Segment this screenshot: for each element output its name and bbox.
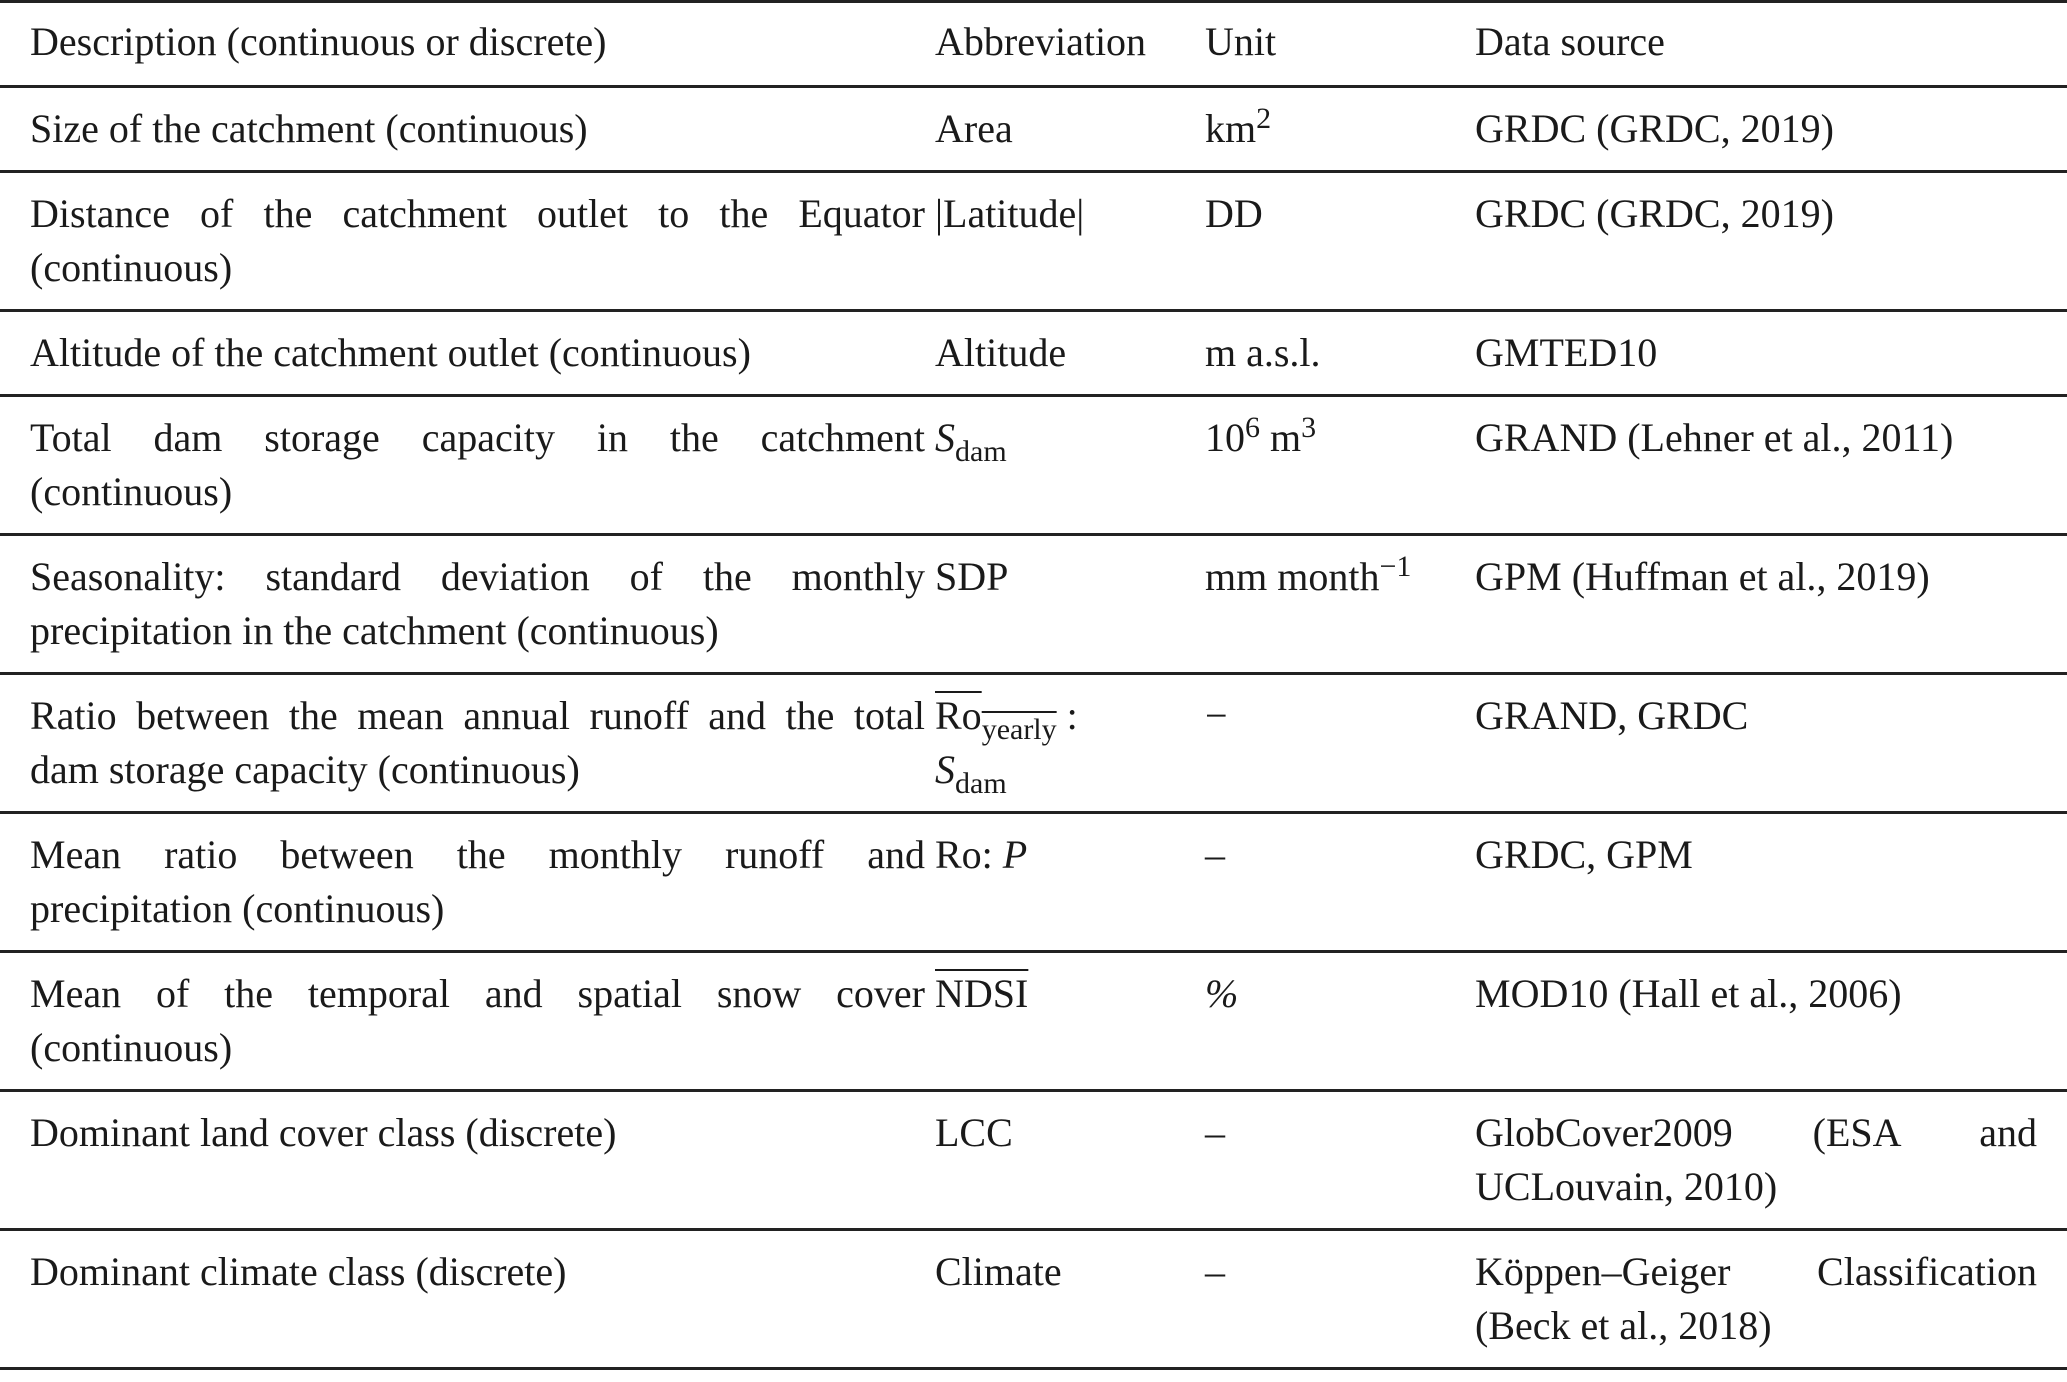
unit-part-b: m	[1260, 415, 1302, 460]
cell-unit	[1205, 87, 1475, 172]
unit-part-a: 10	[1205, 415, 1245, 460]
cell-abbreviation: |Latitude|	[935, 191, 1085, 236]
unit-superscript: 2	[1256, 102, 1272, 135]
cell-data-source: Köppen–Geiger Classification (Beck et al., 2018)	[1475, 1249, 2037, 1348]
cell-data-source: MOD10 (Hall et al., 2006)	[1475, 971, 1902, 1016]
cell-abbreviation	[935, 813, 1205, 952]
cell-unit	[1205, 535, 1475, 674]
unit-base: km	[1205, 106, 1257, 151]
cell-description: Distance of the catchment outlet to the Equator (continuous)	[30, 191, 925, 290]
cell-abbreviation: Climate	[935, 1249, 1062, 1294]
cell-data-source: GRAND, GRDC	[1475, 693, 1749, 738]
cell-description: Dominant climate class (discrete)	[30, 1249, 567, 1294]
cell-abbreviation: LCC	[935, 1110, 1013, 1155]
cell-abbreviation	[935, 674, 1205, 813]
abbr-subscript: dam	[955, 767, 1007, 800]
cell-abbreviation: Area	[935, 106, 1013, 151]
unit-part-b-superscript: 3	[1301, 411, 1317, 444]
cell-abbreviation: Altitude	[935, 330, 1067, 375]
table-row	[0, 535, 2067, 674]
cell-description: Mean of the temporal and spatial snow cover (continuous)	[30, 971, 925, 1070]
header-description: Description (continuous or discrete)	[30, 19, 607, 64]
abbr-subscript-yearly: yearly	[981, 713, 1057, 746]
cell-data-source: GPM (Huffman et al., 2019)	[1475, 554, 1930, 599]
abbr-overlined	[935, 693, 1057, 746]
abbr-separator: :	[1056, 693, 1078, 738]
cell-description: Ratio between the mean annual runoff and the total dam storage capacity (continuous)	[30, 693, 925, 792]
cell-unit: –	[1205, 1110, 1225, 1155]
cell-unit: DD	[1205, 191, 1263, 236]
table-header-row	[0, 2, 2067, 87]
abbr-symbol: S	[935, 747, 955, 792]
cell-description: Dominant land cover class (discrete)	[30, 1110, 617, 1155]
cell-data-source: GRDC, GPM	[1475, 832, 1693, 877]
table-row	[0, 674, 2067, 813]
abbr-ro: Ro	[935, 693, 982, 738]
abbr-symbol: P	[1002, 832, 1028, 877]
cell-data-source: GRDC (GRDC, 2019)	[1475, 191, 1834, 236]
cell-description: Total dam storage capacity in the catchment (continuous)	[30, 415, 925, 514]
table-row	[0, 87, 2067, 172]
table-row	[0, 396, 2067, 535]
header-unit: Unit	[1205, 19, 1277, 64]
cell-unit: –	[1205, 1249, 1225, 1294]
unit-part-a-superscript: 6	[1245, 411, 1260, 444]
table-row	[0, 813, 2067, 952]
cell-abbreviation: SDP	[935, 554, 1009, 599]
cell-description: Seasonality: standard deviation of the monthly precipitation in the catchment (continuous)	[30, 554, 925, 653]
cell-data-source: GlobCover2009 (ESA and UCLouvain, 2010)	[1475, 1110, 2037, 1209]
cell-data-source: GRDC (GRDC, 2019)	[1475, 106, 1834, 151]
cell-data-source: GRAND (Lehner et al., 2011)	[1475, 415, 1954, 460]
header-data-source: Data source	[1475, 19, 1665, 64]
abbr-ro: Ro:	[935, 832, 1003, 877]
table-row	[0, 172, 2067, 311]
cell-abbreviation	[935, 396, 1205, 535]
table-row	[0, 1091, 2067, 1230]
cell-description: Mean ratio between the monthly runoff and precipitation (continuous)	[30, 832, 925, 931]
abbr-subscript: dam	[955, 435, 1007, 468]
cell-data-source: GMTED10	[1475, 330, 1658, 375]
unit-base: mm month	[1205, 554, 1380, 599]
cell-unit: –	[1205, 832, 1225, 877]
cell-unit	[1205, 396, 1475, 535]
header-abbreviation: Abbreviation	[935, 19, 1147, 64]
cell-unit: −	[1205, 693, 1228, 738]
unit-superscript: −1	[1379, 550, 1412, 583]
cell-description: Altitude of the catchment outlet (continuous)	[30, 330, 751, 375]
table-row	[0, 311, 2067, 396]
table-row	[0, 952, 2067, 1091]
table-row	[0, 1230, 2067, 1369]
abbr-overlined: NDSI	[935, 971, 1029, 1016]
abbr-symbol: S	[935, 415, 955, 460]
cell-abbreviation	[935, 952, 1205, 1091]
cell-unit: %	[1205, 971, 1239, 1016]
cell-description: Size of the catchment (continuous)	[30, 106, 588, 151]
cell-unit: m a.s.l.	[1205, 330, 1321, 375]
